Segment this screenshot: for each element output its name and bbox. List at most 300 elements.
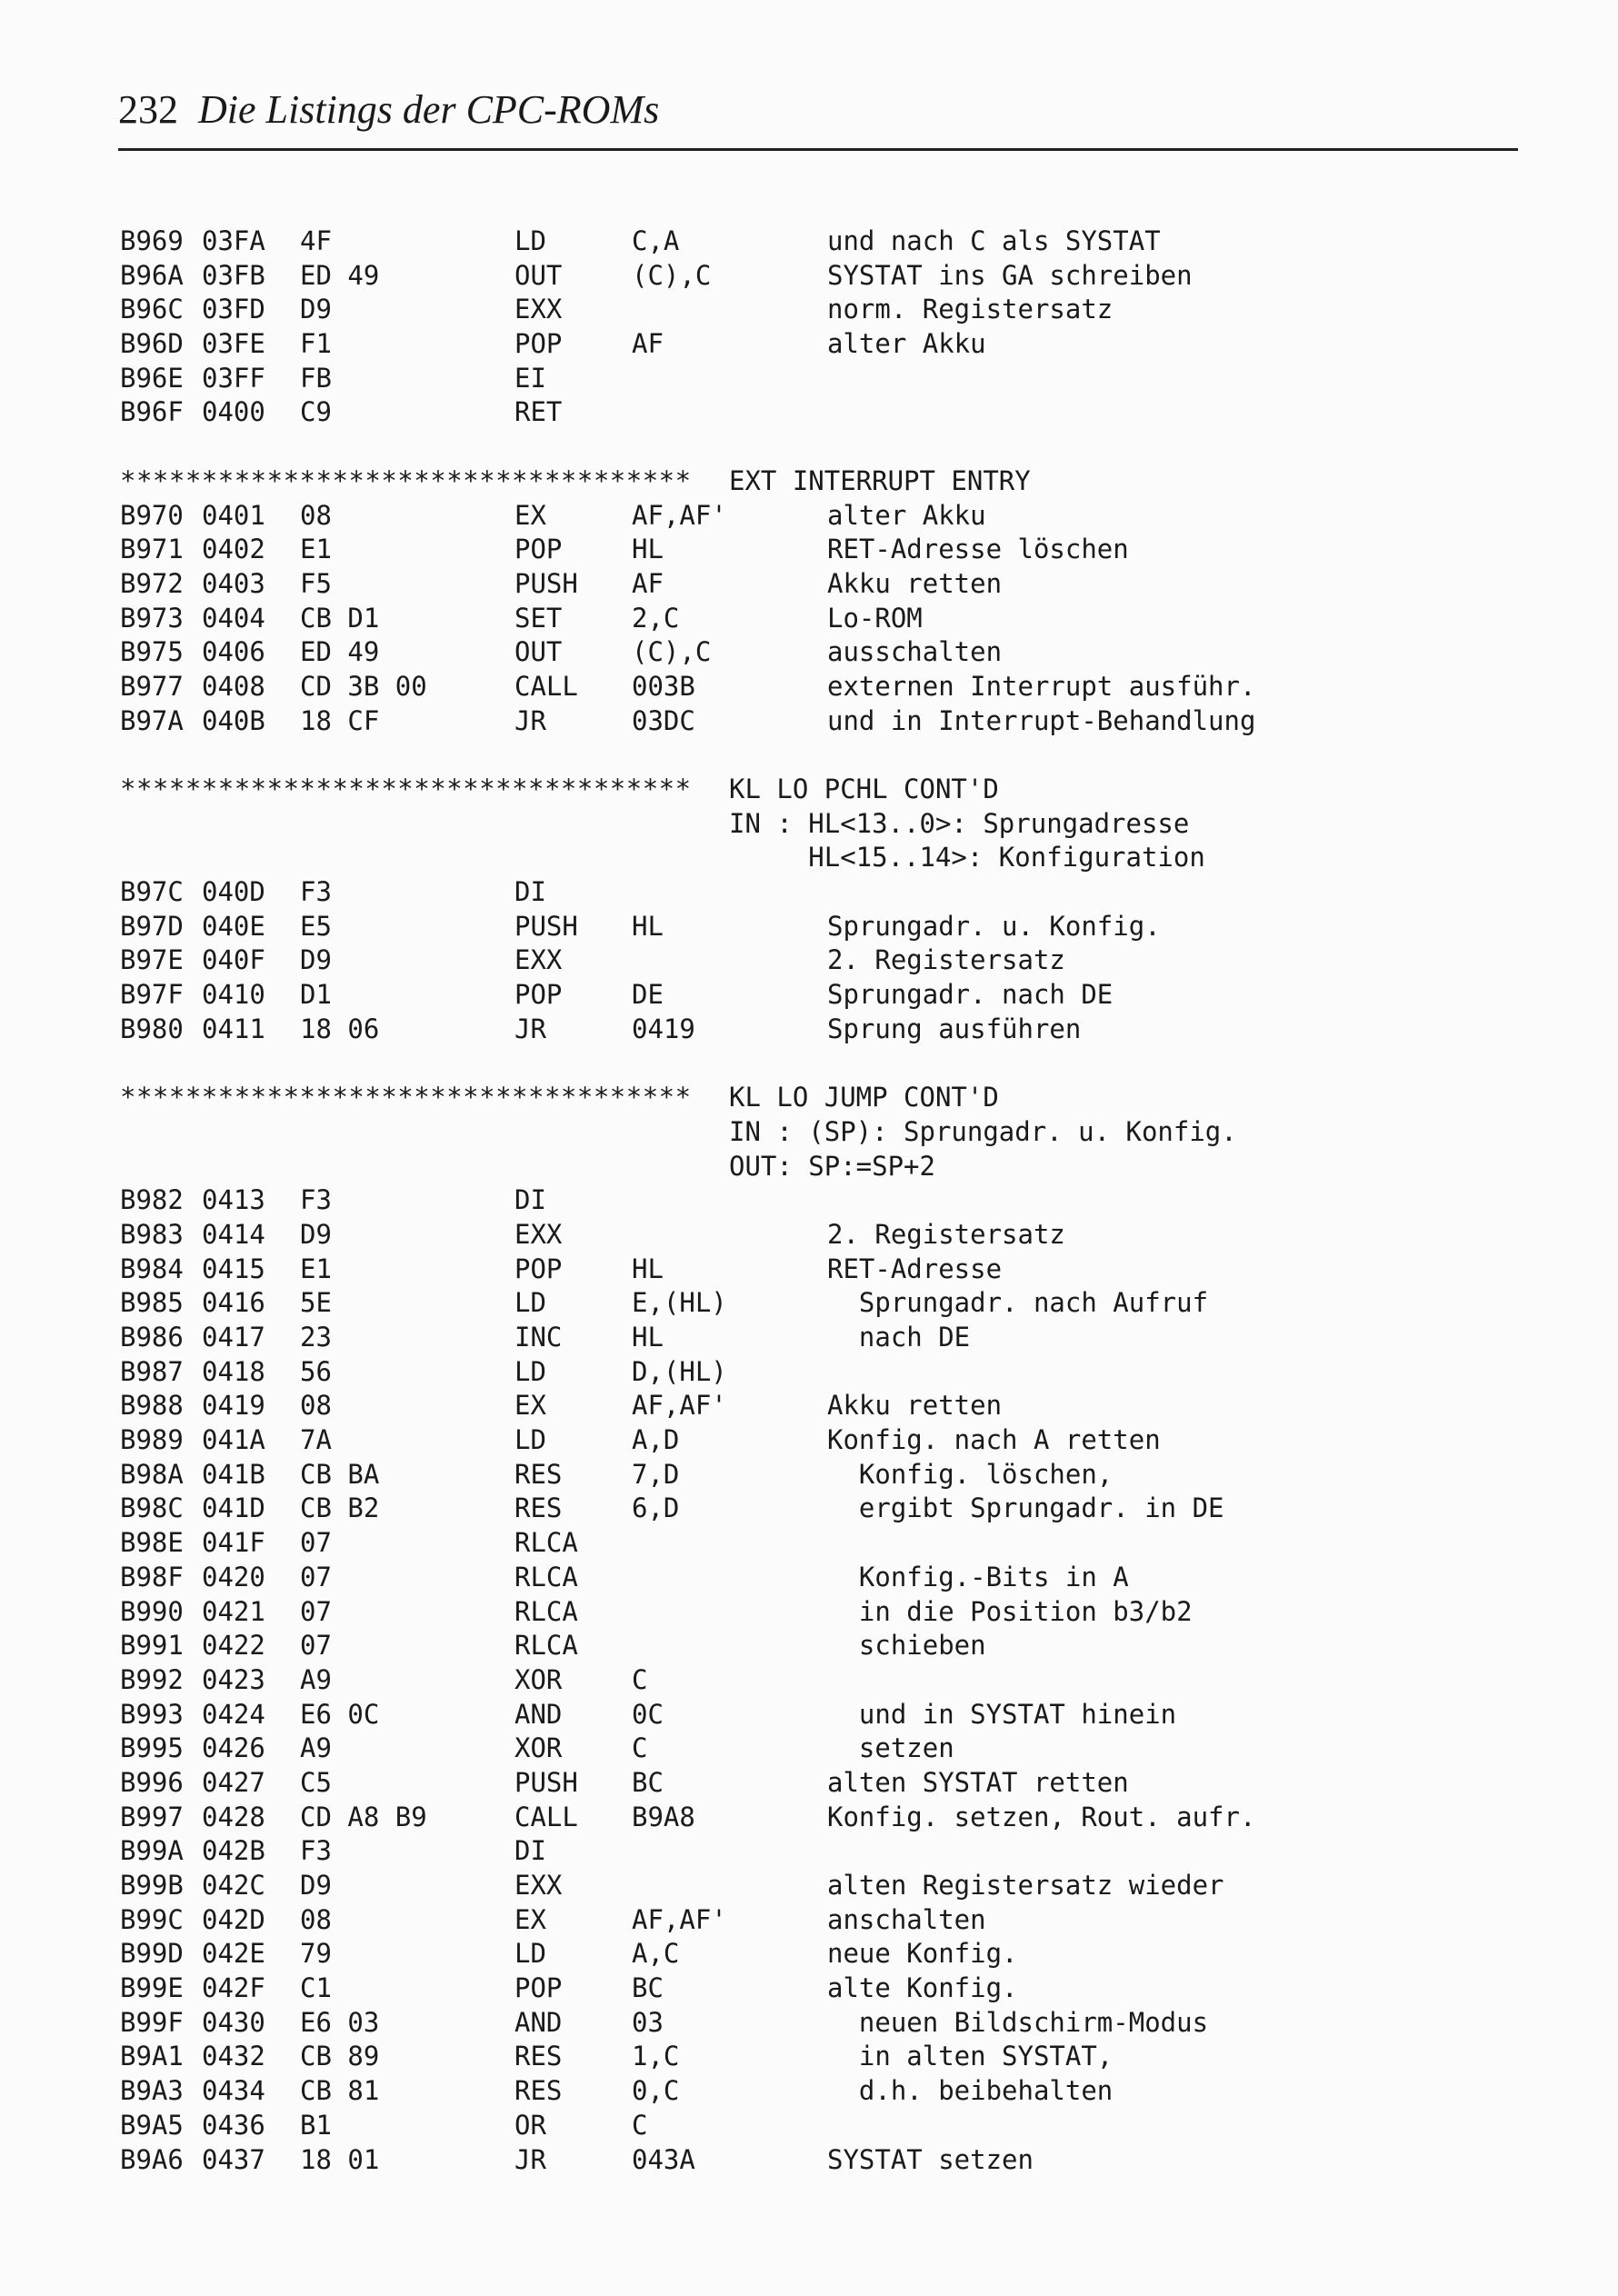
address: B9A1 [120,2041,184,2072]
opcode-bytes: D9 [300,1870,332,1901]
listing-line [120,636,1520,671]
rom-offset: 0426 [202,1732,265,1764]
section-label: KL LO JUMP CONT'D [729,1082,999,1113]
mnemonic: XOR [514,1663,563,1695]
address: B971 [120,534,184,565]
opcode-bytes: C9 [300,396,332,428]
operand: HL [632,534,664,565]
listing-line [120,1390,1520,1424]
mnemonic: OR [514,2109,546,2141]
opcode-bytes: 07 [300,1595,332,1627]
section-note-line [120,808,1520,843]
mnemonic: RLCA [514,1595,578,1627]
mnemonic: RES [514,2041,563,2072]
mnemonic: AND [514,2006,563,2038]
mnemonic: POP [514,979,563,1011]
mnemonic: EI [514,362,546,394]
address: B973 [120,602,184,634]
mnemonic: EX [514,1390,546,1422]
listing-line [120,2075,1520,2110]
address: B993 [120,1698,184,1730]
listing-line [120,260,1520,294]
opcode-bytes: CD A8 B9 [300,1801,427,1832]
rom-offset: 0418 [202,1355,265,1387]
mnemonic: RES [514,1458,563,1490]
comment: Konfig. setzen, Rout. aufr. [827,1801,1256,1832]
opcode-bytes: CB B2 [300,1492,380,1524]
mnemonic: INC [514,1322,563,1353]
rom-offset: 0424 [202,1698,265,1730]
operand: 1,C [632,2041,680,2072]
listing-line [120,1972,1520,2007]
opcode-bytes: C5 [300,1766,332,1798]
operand: 03DC [632,704,695,736]
opcode-bytes: 79 [300,1938,332,1970]
comment: nach DE [827,1322,971,1353]
opcode-bytes: ED 49 [300,636,380,668]
listing-line [120,1767,1520,1802]
mnemonic: PUSH [514,910,578,942]
address: B986 [120,1322,184,1353]
rom-offset: 0410 [202,979,265,1011]
operand: AF,AF' [632,499,727,531]
operand: A,D [632,1424,680,1456]
mnemonic: LD [514,1287,546,1319]
comment: Sprungadr. nach DE [827,979,1114,1011]
opcode-bytes: 23 [300,1322,332,1353]
address: B991 [120,1630,184,1662]
opcode-bytes: E1 [300,1253,332,1284]
listing-line [120,1459,1520,1493]
address: B96E [120,362,184,394]
listing-line [120,1287,1520,1322]
rom-offset: 041B [202,1458,265,1490]
rom-offset: 0406 [202,636,265,668]
rom-offset: 0413 [202,1184,265,1216]
listing-line [120,1835,1520,1870]
rom-offset: 03FF [202,362,265,394]
mnemonic: JR [514,704,546,736]
rom-offset: 042C [202,1870,265,1901]
address: B98E [120,1527,184,1559]
mnemonic: RES [514,2075,563,2107]
section-note-line [120,1116,1520,1151]
listing-line [120,2041,1520,2075]
operand: B9A8 [632,1801,695,1832]
assembly-listing [120,225,1520,2178]
rom-offset: 0436 [202,2109,265,2141]
listing-line [120,568,1520,603]
listing-line [120,1253,1520,1288]
operand: AF [632,328,664,360]
address: B983 [120,1218,184,1250]
operand: (C),C [632,259,712,291]
mnemonic: RLCA [514,1630,578,1662]
rom-offset: 040E [202,910,265,942]
section-header-line [120,1082,1520,1116]
separator-stars: *********************************** [120,774,692,804]
opcode-bytes: ED 49 [300,259,380,291]
address: B97D [120,910,184,942]
address: B99C [120,1903,184,1935]
address: B990 [120,1595,184,1627]
comment: neue Konfig. [827,1938,1018,1970]
mnemonic: RES [514,1492,563,1524]
comment: alter Akku [827,499,986,531]
rom-offset: 042D [202,1903,265,1935]
address: B97C [120,876,184,908]
operand: C [632,1663,648,1695]
address: B988 [120,1390,184,1422]
operand: BC [632,1972,664,2004]
listing-line [120,500,1520,534]
rom-offset: 0434 [202,2075,265,2107]
rom-offset: 0402 [202,534,265,565]
listing-line [120,1424,1520,1459]
address: B97A [120,704,184,736]
rom-offset: 040D [202,876,265,908]
opcode-bytes: F1 [300,328,332,360]
opcode-bytes: E1 [300,534,332,565]
listing-line [120,1596,1520,1631]
comment: RET-Adresse löschen [827,534,1129,565]
comment: in alten SYSTAT, [827,2041,1114,2072]
address: B970 [120,499,184,531]
mnemonic: POP [514,1972,563,2004]
opcode-bytes: A9 [300,1732,332,1764]
section-label: HL<15..14>: Konfiguration [729,842,1205,873]
address: B96D [120,328,184,360]
rom-offset: 040F [202,944,265,976]
operand: 0,C [632,2075,680,2107]
opcode-bytes: 07 [300,1561,332,1592]
comment: und in Interrupt-Behandlung [827,704,1256,736]
rom-offset: 0417 [202,1322,265,1353]
listing-line [120,1870,1520,1904]
opcode-bytes: F3 [300,1835,332,1867]
mnemonic: EXX [514,1870,563,1901]
address: B975 [120,636,184,668]
opcode-bytes: 08 [300,499,332,531]
opcode-bytes: 5E [300,1287,332,1319]
address: B99E [120,1972,184,2004]
address: B9A6 [120,2143,184,2175]
comment: externen Interrupt ausführ. [827,670,1256,702]
address: B99A [120,1835,184,1867]
rom-offset: 0403 [202,567,265,599]
comment: SYSTAT setzen [827,2143,1034,2175]
comment: 2. Registersatz [827,944,1065,976]
rom-offset: 0422 [202,1630,265,1662]
comment: RET-Adresse [827,1253,1003,1284]
opcode-bytes: C1 [300,1972,332,2004]
mnemonic: EXX [514,294,563,325]
opcode-bytes: F3 [300,876,332,908]
comment: anschalten [827,1903,986,1935]
comment: norm. Registersatz [827,294,1114,325]
listing-line [120,328,1520,363]
rom-offset: 042F [202,1972,265,2004]
mnemonic: AND [514,1698,563,1730]
mnemonic: JR [514,1013,546,1044]
opcode-bytes: CB BA [300,1458,380,1490]
listing-line [120,1699,1520,1733]
opcode-bytes: 18 06 [300,1013,380,1044]
operand: AF,AF' [632,1903,727,1935]
operand: 0419 [632,1013,695,1044]
address: B997 [120,1801,184,1832]
listing-line [120,225,1520,260]
opcode-bytes: CB 89 [300,2041,380,2072]
listing-line [120,2144,1520,2179]
comment: SYSTAT ins GA schreiben [827,259,1193,291]
opcode-bytes: D9 [300,294,332,325]
opcode-bytes: 08 [300,1390,332,1422]
section-label: KL LO PCHL CONT'D [729,774,999,804]
opcode-bytes: 08 [300,1903,332,1935]
section-note-line [120,1151,1520,1185]
section-label: OUT: SP:=SP+2 [729,1150,935,1182]
opcode-bytes: E6 03 [300,2006,380,2038]
listing-line [120,1492,1520,1527]
rom-offset: 0432 [202,2041,265,2072]
rom-offset: 0427 [202,1766,265,1798]
address: B992 [120,1663,184,1695]
separator-stars: *********************************** [120,1082,692,1113]
mnemonic: EXX [514,1218,563,1250]
operand: 0C [632,1698,664,1730]
comment: alten Registersatz wieder [827,1870,1224,1901]
comment: 2. Registersatz [827,1218,1065,1250]
listing-line [120,1527,1520,1562]
header-rule [118,148,1518,151]
listing-line [120,705,1520,740]
rom-offset: 0400 [202,396,265,428]
mnemonic: PUSH [514,567,578,599]
rom-offset: 03FB [202,259,265,291]
mnemonic: LD [514,225,546,256]
operand: 7,D [632,1458,680,1490]
section-label: EXT INTERRUPT ENTRY [729,464,1031,496]
comment: Sprungadr. u. Konfig. [827,910,1161,942]
comment: ausschalten [827,636,1003,668]
blank-line [120,431,1520,465]
opcode-bytes: 4F [300,225,332,256]
opcode-bytes: E5 [300,910,332,942]
section-label: IN : HL<13..0>: Sprungadresse [729,807,1190,839]
page-number: 232 [118,87,178,132]
mnemonic: DI [514,876,546,908]
mnemonic: POP [514,534,563,565]
comment: schieben [827,1630,986,1662]
section-header-line [120,774,1520,808]
mnemonic: LD [514,1938,546,1970]
listing-line [120,876,1520,911]
address: B96F [120,396,184,428]
opcode-bytes: 07 [300,1630,332,1662]
address: B972 [120,567,184,599]
rom-offset: 0428 [202,1801,265,1832]
operand: HL [632,1322,664,1353]
section-header-line [120,465,1520,500]
comment: Konfig.-Bits in A [827,1561,1129,1592]
section-note-line [120,842,1520,876]
operand: A,C [632,1938,680,1970]
mnemonic: RET [514,396,563,428]
comment: Lo-ROM [827,602,923,634]
rom-offset: 0430 [202,2006,265,2038]
operand: AF [632,567,664,599]
comment: alte Konfig. [827,1972,1018,2004]
listing-line [120,944,1520,979]
comment: und nach C als SYSTAT [827,225,1161,256]
rom-offset: 03FA [202,225,265,256]
listing-line [120,603,1520,637]
listing-line [120,1802,1520,1836]
opcode-bytes: B1 [300,2109,332,2141]
address: B987 [120,1355,184,1387]
operand: DE [632,979,664,1011]
listing-line [120,1664,1520,1699]
comment: und in SYSTAT hinein [827,1698,1177,1730]
mnemonic: EX [514,499,546,531]
comment: alter Akku [827,328,986,360]
comment: Sprungadr. nach Aufruf [827,1287,1209,1319]
address: B98C [120,1492,184,1524]
rom-offset: 0416 [202,1287,265,1319]
mnemonic: RLCA [514,1561,578,1592]
address: B977 [120,670,184,702]
listing-line [120,534,1520,568]
operand: 03 [632,2006,664,2038]
comment: ergibt Sprungadr. in DE [827,1492,1224,1524]
comment: in die Position b3/b2 [827,1595,1193,1627]
opcode-bytes: CD 3B 00 [300,670,427,702]
listing-line [120,1732,1520,1767]
address: B98F [120,1561,184,1592]
comment: alten SYSTAT retten [827,1766,1129,1798]
opcode-bytes: E6 0C [300,1698,380,1730]
address: B96C [120,294,184,325]
listing-line [120,1938,1520,1972]
address: B97F [120,979,184,1011]
address: B984 [120,1253,184,1284]
opcode-bytes: D1 [300,979,332,1011]
comment: Akku retten [827,1390,1003,1422]
operand: HL [632,1253,664,1284]
mnemonic: CALL [514,1801,578,1832]
opcode-bytes: F3 [300,1184,332,1216]
blank-line [120,1048,1520,1083]
opcode-bytes: A9 [300,1663,332,1695]
mnemonic: LD [514,1424,546,1456]
listing-line [120,294,1520,328]
opcode-bytes: 18 01 [300,2143,380,2175]
mnemonic: RLCA [514,1527,578,1559]
operand: E,(HL) [632,1287,727,1319]
operand: (C),C [632,636,712,668]
rom-offset: 03FE [202,328,265,360]
operand: AF,AF' [632,1390,727,1422]
comment: Konfig. löschen, [827,1458,1114,1490]
rom-offset: 0437 [202,2143,265,2175]
opcode-bytes: D9 [300,1218,332,1250]
listing-line [120,2110,1520,2144]
rom-offset: 0423 [202,1663,265,1695]
rom-offset: 0415 [202,1253,265,1284]
rom-offset: 042E [202,1938,265,1970]
comment: Sprung ausführen [827,1013,1082,1044]
opcode-bytes: D9 [300,944,332,976]
address: B980 [120,1013,184,1044]
opcode-bytes: 18 CF [300,704,380,736]
mnemonic: OUT [514,259,563,291]
listing-line [120,363,1520,397]
operand: C [632,2109,648,2141]
opcode-bytes: 7A [300,1424,332,1456]
page-header [118,86,659,133]
listing-line [120,979,1520,1013]
address: B9A3 [120,2075,184,2107]
listing-line [120,396,1520,431]
rom-offset: 03FD [202,294,265,325]
page-title: Die Listings der CPC-ROMs [198,87,660,132]
address: B996 [120,1766,184,1798]
operand: D,(HL) [632,1355,727,1387]
rom-offset: 040B [202,704,265,736]
rom-offset: 041F [202,1527,265,1559]
listing-line [120,1184,1520,1219]
address: B97E [120,944,184,976]
mnemonic: POP [514,1253,563,1284]
comment: d.h. beibehalten [827,2075,1114,2107]
section-label: IN : (SP): Sprungadr. u. Konfig. [729,1115,1237,1147]
comment: Konfig. nach A retten [827,1424,1161,1456]
address: B99B [120,1870,184,1901]
mnemonic: LD [514,1355,546,1387]
address: B9A5 [120,2109,184,2141]
address: B99F [120,2006,184,2038]
mnemonic: EX [514,1903,546,1935]
listing-line [120,1630,1520,1664]
address: B995 [120,1732,184,1764]
operand: 003B [632,670,695,702]
rom-offset: 041A [202,1424,265,1456]
operand: 6,D [632,1492,680,1524]
opcode-bytes: CB D1 [300,602,380,634]
rom-offset: 0411 [202,1013,265,1044]
operand: C [632,1732,648,1764]
mnemonic: POP [514,328,563,360]
rom-offset: 0421 [202,1595,265,1627]
listing-line [120,1013,1520,1048]
opcode-bytes: CB 81 [300,2075,380,2107]
address: B96A [120,259,184,291]
mnemonic: OUT [514,636,563,668]
rom-offset: 0414 [202,1218,265,1250]
address: B985 [120,1287,184,1319]
opcode-bytes: 56 [300,1355,332,1387]
mnemonic: EXX [514,944,563,976]
listing-line [120,1904,1520,1939]
separator-stars: *********************************** [120,464,692,496]
opcode-bytes: 07 [300,1527,332,1559]
mnemonic: XOR [514,1732,563,1764]
operand: 2,C [632,602,680,634]
listing-line [120,671,1520,705]
address: B989 [120,1424,184,1456]
rom-offset: 042B [202,1835,265,1867]
